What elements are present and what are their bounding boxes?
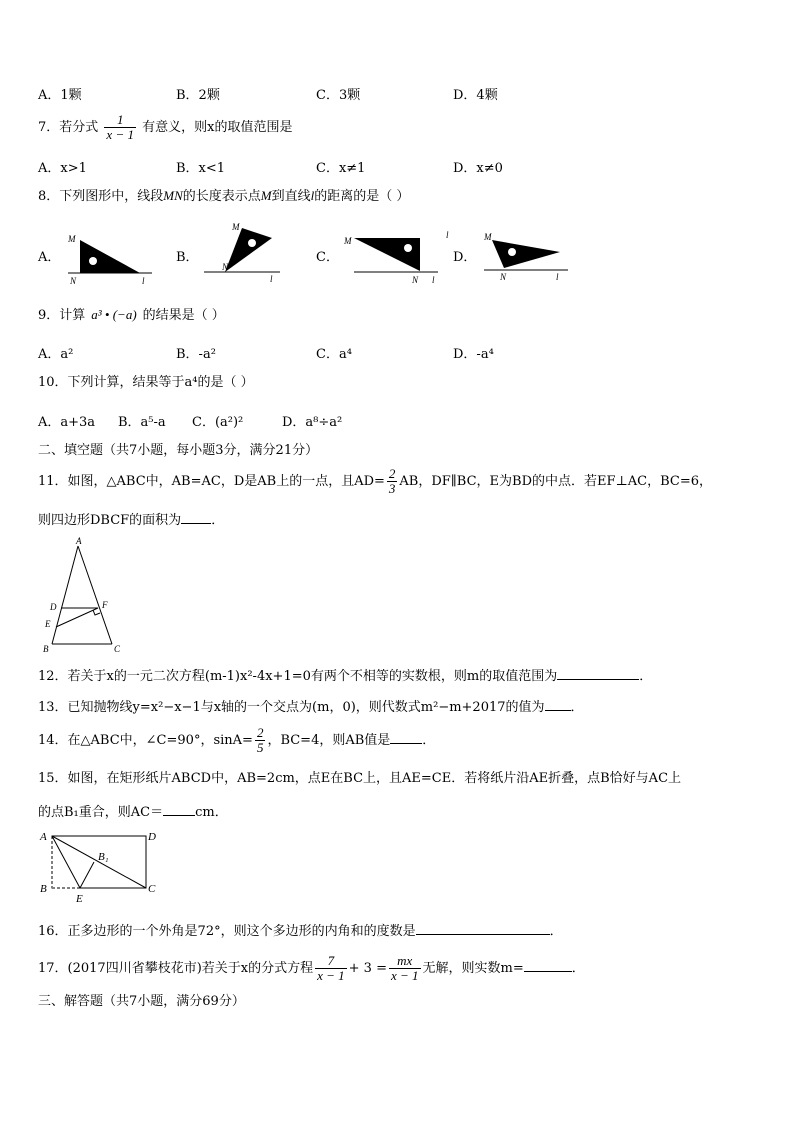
q8c-hole bbox=[404, 244, 412, 252]
q8-mn: MN bbox=[163, 188, 183, 203]
q6-option-b: B．2颗 bbox=[176, 88, 220, 103]
q17-f1-den: x − 1 bbox=[317, 968, 345, 983]
q11-label-a: A bbox=[76, 536, 82, 546]
q11-right-angle-mark bbox=[93, 610, 100, 615]
q16-text: 16．正多边形的一个外角是72°，则这个多边形的内角和的度数是 bbox=[38, 924, 416, 939]
q12-answer-blank[interactable] bbox=[557, 667, 639, 680]
q8-stem4: 的距离的是（ ） bbox=[314, 189, 410, 204]
q17-answer-blank[interactable] bbox=[524, 959, 572, 972]
q17-f2-num: mx bbox=[389, 954, 421, 969]
q6-option-d: D．4颗 bbox=[453, 88, 498, 103]
q15-line2-a: 的点B₁重合，则AC＝ bbox=[38, 805, 164, 820]
q8-stem3: 到直线 bbox=[271, 189, 311, 204]
q17-a: 17．(2017四川省攀枝花市)若关于x的分式方程 bbox=[38, 961, 314, 976]
q9-prefix: 9．计算 bbox=[38, 308, 86, 323]
q15-answer-blank[interactable] bbox=[163, 803, 195, 816]
q11-line1-b: AB，DF∥BC，E为BD的中点．若EF⊥AC，BC=6， bbox=[399, 474, 712, 489]
q6-option-a: A．1颗 bbox=[38, 88, 82, 103]
q8a-triangle bbox=[80, 240, 140, 273]
q16-answer-blank[interactable] bbox=[416, 922, 550, 935]
q8d-label-m: M bbox=[484, 232, 492, 242]
q8a-hole bbox=[89, 257, 97, 265]
q11-line2-end: ． bbox=[211, 513, 225, 528]
q13-text: 13．已知抛物线y=x²−x−1与x轴的一个交点为(m，0)，则代数式m²−m+2017的值为 bbox=[38, 700, 545, 715]
q12-end: ． bbox=[639, 669, 653, 684]
q8-option-d-letter: D． bbox=[453, 250, 477, 265]
q9-expr: a³ • (−a) bbox=[91, 307, 137, 322]
q9-option-b: B．-a² bbox=[176, 347, 216, 362]
q8a-label-n: N bbox=[70, 276, 77, 286]
q8-figure-c bbox=[340, 226, 455, 288]
q8c-label-l-top: l bbox=[446, 230, 449, 240]
q7-suffix: 有意义，则x的取值范围是 bbox=[142, 120, 293, 135]
q7-option-a: A．x>1 bbox=[38, 161, 87, 176]
q9-option-d: D．-a⁴ bbox=[453, 347, 494, 362]
q15-label-a: A bbox=[40, 831, 47, 843]
q7-option-b: B．x<1 bbox=[176, 161, 226, 176]
q8-l: l bbox=[310, 188, 315, 203]
q11-side-ac bbox=[78, 546, 112, 644]
q17-b: 无解，则实数m= bbox=[422, 961, 524, 976]
q8b-label-l: l bbox=[270, 274, 273, 284]
q14-frac-den: 5 bbox=[256, 740, 264, 755]
question-7 bbox=[38, 112, 292, 144]
q8-m: M bbox=[260, 188, 272, 203]
q14-a: 14．在△ABC中，∠C=90°，sinA= bbox=[38, 733, 253, 748]
q13-answer-blank[interactable] bbox=[545, 698, 571, 711]
q7-prefix: 7．若分式 bbox=[38, 120, 99, 135]
q14-b: ，BC=4，则AB值是 bbox=[267, 733, 391, 748]
q11-side-ab bbox=[52, 546, 78, 644]
q8b-hole bbox=[248, 239, 256, 247]
q8-stem2: 的长度表示点 bbox=[182, 189, 261, 204]
q15-label-b: B bbox=[40, 883, 47, 895]
q8a-label-m: M bbox=[68, 234, 76, 244]
q11-frac-den: 3 bbox=[388, 481, 396, 496]
q14-answer-blank[interactable] bbox=[390, 731, 422, 744]
question-17 bbox=[38, 953, 585, 985]
q14-end: ． bbox=[422, 733, 436, 748]
q10-option-c: C．(a²)² bbox=[192, 415, 244, 430]
question-15-line2 bbox=[38, 803, 228, 821]
q8-stem: 8．下列图形中，线段 bbox=[38, 189, 164, 204]
section-2-heading: 二、填空题（共7小题，每小题3分，满分21分） bbox=[38, 443, 319, 458]
q15-label-d: D bbox=[148, 831, 156, 843]
q8c-triangle bbox=[354, 238, 420, 271]
q8-figure-d bbox=[478, 226, 578, 288]
q8d-label-n: N bbox=[500, 272, 507, 282]
q11-frac-num: 2 bbox=[388, 466, 396, 481]
q8b-label-m: M bbox=[232, 222, 240, 232]
q11-line1-a: 11．如图，△ABC中，AB=AC，D是AB上的一点，且AD= bbox=[38, 474, 385, 489]
q15-label-b1: B₁ bbox=[98, 851, 109, 863]
q15-label-e: E bbox=[76, 893, 83, 905]
q11-fraction bbox=[387, 467, 398, 496]
q7-frac-num: 1 bbox=[104, 113, 136, 128]
q12-text: 12．若关于x的一元二次方程(m-1)x²-4x+1=0有两个不相等的实数根，则m的取值范围为 bbox=[38, 669, 558, 684]
q9-option-c: C．a⁴ bbox=[316, 347, 352, 362]
q8a-label-l: l bbox=[142, 276, 145, 286]
question-16 bbox=[38, 922, 563, 940]
q10-option-d: D．a⁸÷a² bbox=[282, 415, 343, 430]
q15-label-c: C bbox=[148, 883, 156, 895]
question-12 bbox=[38, 667, 652, 685]
q11-figure bbox=[38, 536, 138, 656]
q16-end: ． bbox=[549, 924, 563, 939]
q9-option-a: A．a² bbox=[38, 347, 74, 362]
question-13 bbox=[38, 698, 584, 716]
q11-label-e: E bbox=[45, 619, 51, 629]
q17-f1-num: 7 bbox=[315, 954, 347, 969]
q10-option-a: A．a+3a bbox=[38, 415, 96, 430]
q15-segment-eb1 bbox=[80, 862, 94, 888]
question-11-line2 bbox=[38, 511, 224, 529]
q14-frac-num: 2 bbox=[256, 725, 264, 740]
q11-line2: 则四边形DBCF的面积为 bbox=[38, 513, 182, 528]
question-9 bbox=[38, 307, 225, 324]
q10-option-b: B．a⁵-a bbox=[118, 415, 166, 430]
q8-figure-b bbox=[200, 220, 290, 285]
q8-option-a-letter: A． bbox=[38, 250, 61, 265]
question-8 bbox=[38, 188, 409, 205]
q11-label-d: D bbox=[50, 602, 57, 612]
q17-fraction-1 bbox=[315, 954, 347, 983]
q17-end: ． bbox=[571, 961, 585, 976]
q11-answer-blank[interactable] bbox=[181, 511, 211, 524]
q8b-triangle bbox=[225, 228, 272, 272]
q7-option-d: D．x≠0 bbox=[453, 161, 503, 176]
q8d-label-l: l bbox=[556, 272, 559, 282]
question-14 bbox=[38, 725, 435, 757]
q11-label-b: B bbox=[43, 644, 49, 654]
q11-label-f: F bbox=[102, 600, 108, 610]
q11-segment-ef bbox=[56, 608, 98, 627]
q15-figure bbox=[36, 826, 166, 906]
q9-suffix: 的结果是（ ） bbox=[142, 308, 225, 323]
q7-option-c: C．x≠1 bbox=[316, 161, 366, 176]
q17-mid: + 3 = bbox=[348, 961, 387, 976]
q8c-label-m: M bbox=[344, 236, 352, 246]
q8d-hole bbox=[508, 248, 516, 256]
question-11-line1 bbox=[38, 466, 712, 498]
q11-label-c: C bbox=[114, 644, 121, 654]
question-10: 10．下列计算，结果等于a⁴的是（ ） bbox=[38, 375, 254, 390]
q6-option-c: C．3颗 bbox=[316, 88, 361, 103]
q8c-label-n: N bbox=[412, 275, 419, 285]
q17-fraction-2 bbox=[389, 954, 421, 983]
q8-option-b-letter: B． bbox=[176, 250, 199, 265]
q8d-triangle bbox=[492, 240, 560, 268]
q13-end: ． bbox=[570, 700, 584, 715]
q7-fraction bbox=[104, 113, 136, 142]
q8-figure-a bbox=[60, 228, 160, 288]
q8c-label-l-bottom: l bbox=[432, 275, 435, 285]
section-3-heading: 三、解答题（共7小题，满分69分） bbox=[38, 994, 245, 1009]
q8b-label-n: N bbox=[222, 262, 229, 272]
question-15-line1: 15．如图，在矩形纸片ABCD中，AB=2cm，点E在BC上，且AE=CE．若将纸片沿AE折叠，点B恰好与AC上 bbox=[38, 771, 682, 786]
q17-f2-den: x − 1 bbox=[390, 968, 419, 983]
q7-frac-den: x − 1 bbox=[106, 127, 134, 142]
q14-fraction bbox=[255, 726, 266, 755]
q15-line2-b: cm． bbox=[195, 805, 228, 820]
q8-option-c-letter: C． bbox=[316, 250, 339, 265]
